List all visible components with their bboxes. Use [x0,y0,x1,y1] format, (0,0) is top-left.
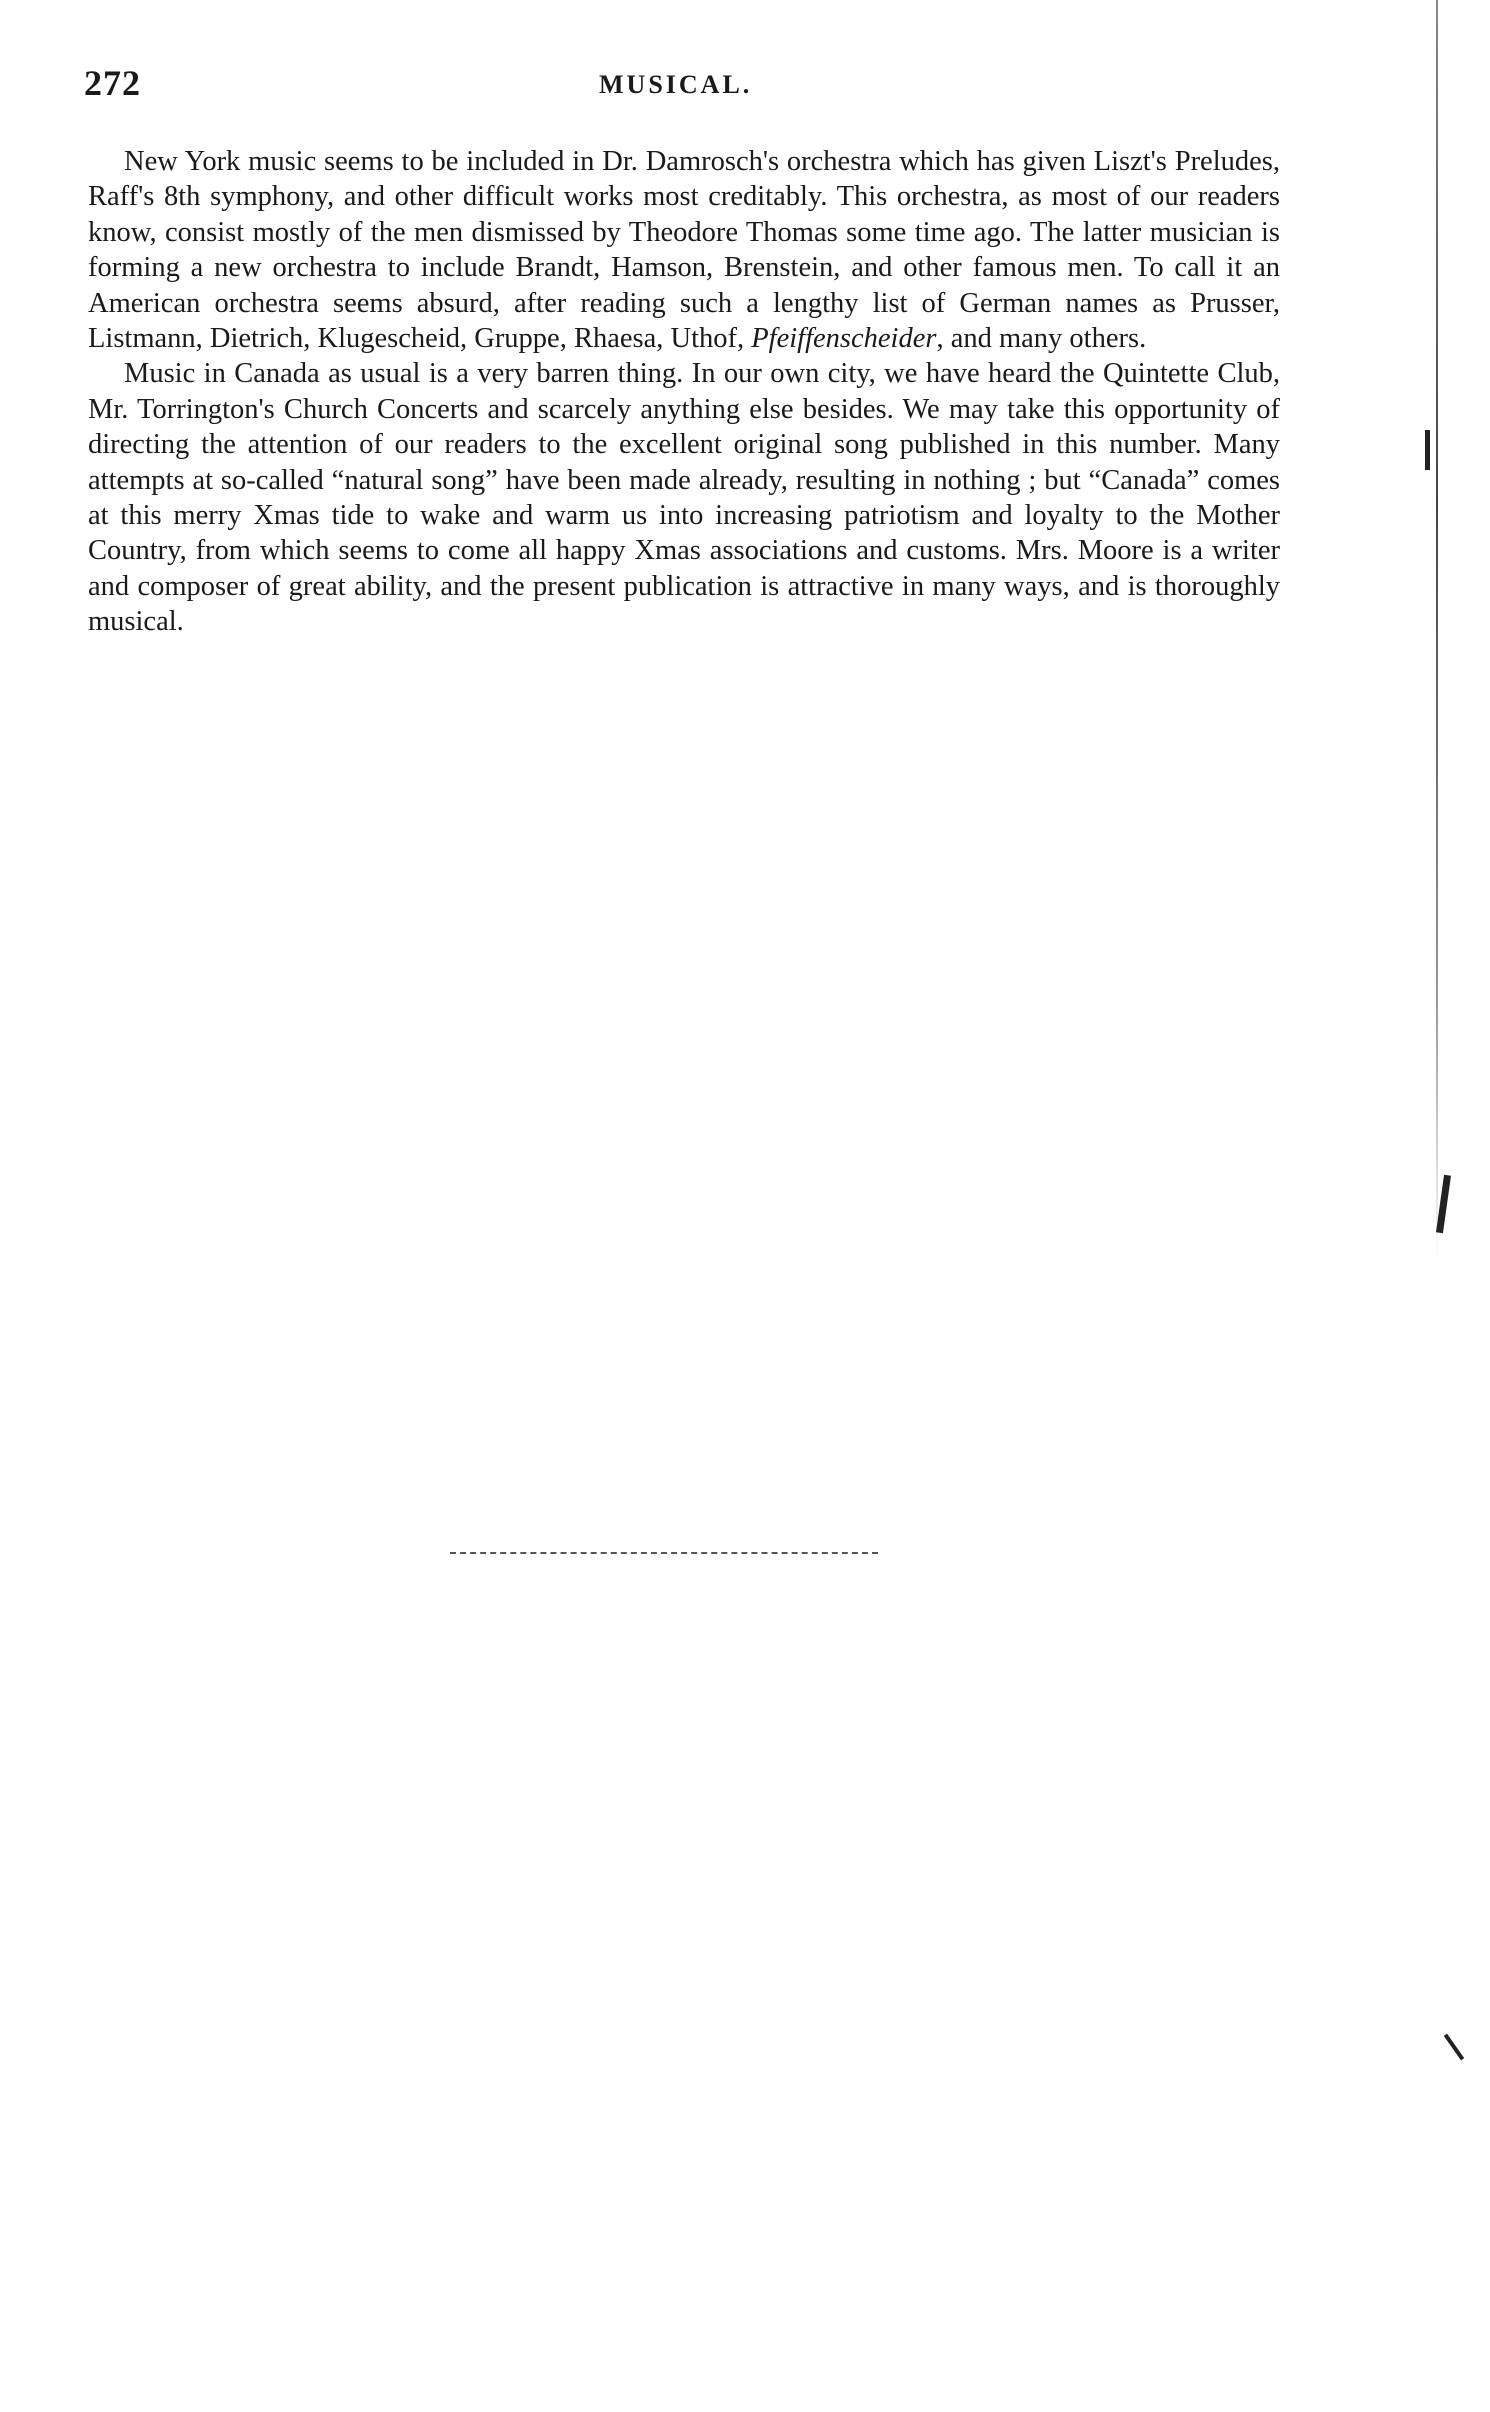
paragraph-2: Music in Canada as usual is a very barren thing. In our own city, we have heard the Quintette Club, Mr. Torrington's Church Concerts and scarcely anything else besides. We may take this opportunity of directing the attention of our readers to the excellent original song published in this number. Many attempts at so-called “natural song” have been made already, resulting in nothing ; but “Canada” comes at this merry Xmas tide to wake and warm us into increasing patriotism and loyalty to the Mother Country, from which seems to come all happy Xmas associations and customs. Mrs. Moore is a writer and composer of great ability, and the present publication is attractive in many ways, and is thoroughly musical. [88,358,1280,638]
running-head: MUSICAL. [599,70,753,99]
article-body [88,144,1280,640]
page-header [84,62,1284,102]
margin-mark [1436,1175,1451,1233]
paragraph-1-text-a: New York music seems to be included in Dr. Damrosch's orchestra which has given Liszt's Preludes, Raff's 8th symphony, and other difficult works most creditably. This orchestra, as most of our readers know, consist mostly of the men dismissed by Theodore Thomas some time ago. The latter musician is forming a new orchestra to include Brandt, Hamson, Brenstein, and other famous men. To call it an American orchestra seems absurd, after reading such a lengthy list of German names as Prusser, Listmann, Dietrich, Klugescheid, Gruppe, Rhaesa, Uthof, [88,146,1280,355]
paragraph-1-italic-name: Pfeiffenscheider [751,323,937,355]
paragraph-1-text-b: , and many others. [936,323,1147,355]
page-edge-scan-line [1436,0,1438,1260]
section-divider-rule [450,1552,878,1554]
margin-mark [1444,2034,1464,2061]
margin-mark [1425,430,1430,470]
paragraph-1 [88,144,1280,356]
page-number: 272 [84,63,141,103]
